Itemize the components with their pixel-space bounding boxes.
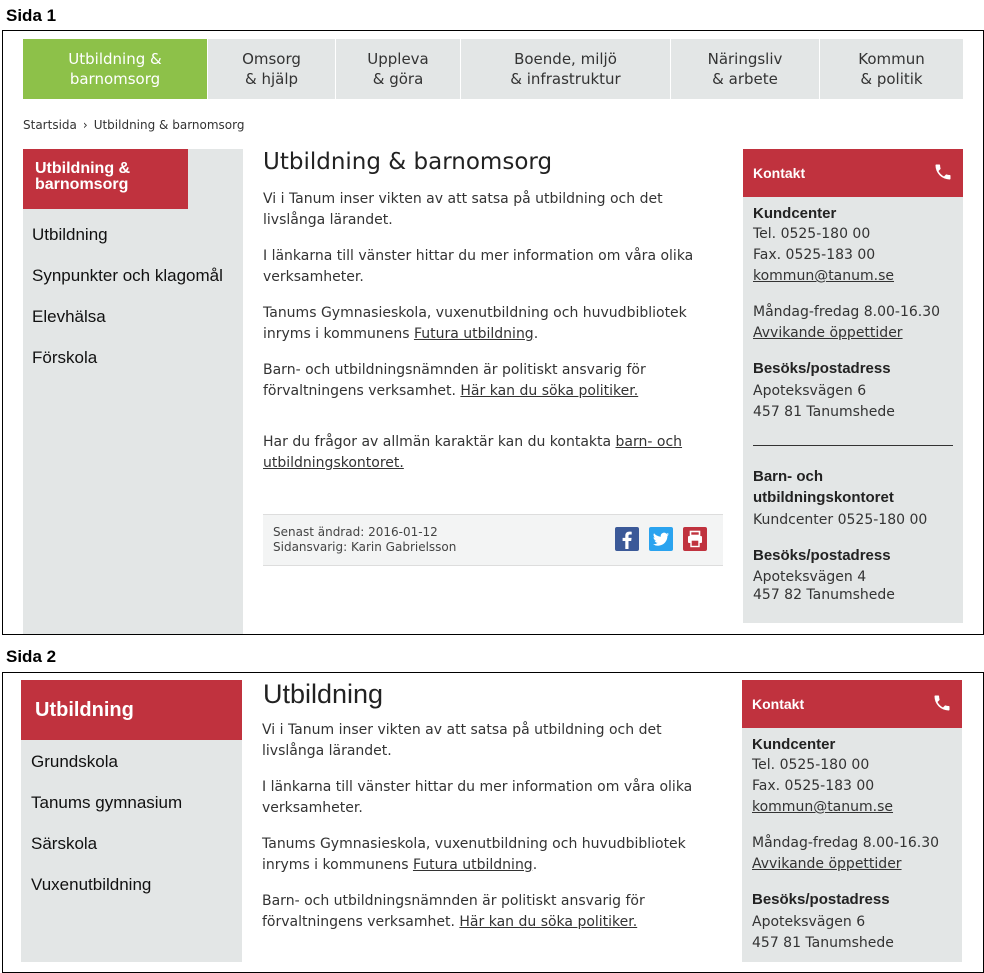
contact-paragraph: Har du frågor av allmän karaktär kan du kontakta barn- och utbildningskontoret.: [263, 434, 683, 471]
contact-header: [743, 149, 963, 197]
deviating-hours-link-2[interactable]: Avvikande öppettider: [752, 856, 902, 872]
contact-center-title: Kundcenter: [753, 205, 837, 222]
facebook-icon[interactable]: [615, 527, 639, 551]
page-responsible: Sidansvarig: Karin Gabrielsson: [273, 540, 457, 554]
intro-paragraph-2: Vi i Tanum inser vikten av att satsa på utbildning och det livslånga lärandet.: [262, 722, 662, 759]
futura-paragraph: Tanums Gymnasieskola, vuxenutbildning och huvudbibliotek inryms i kommunens Futura utbildning.: [263, 305, 687, 342]
deviating-hours-link[interactable]: Avvikande öppettider: [753, 325, 903, 341]
links-paragraph-2: I länkarna till vänster hittar du mer information om våra olika verksamheter.: [262, 779, 693, 816]
futura-link[interactable]: Futura utbildning: [413, 326, 534, 342]
page-frame-1: [2, 30, 984, 635]
breadcrumb-separator: ›: [82, 118, 88, 132]
office-address-title: Besöks/postadress: [753, 547, 891, 564]
futura-paragraph-2: Tanums Gymnasieskola, vuxenutbildning och huvudbibliotek inryms i kommunens Futura utbildning.: [262, 836, 686, 873]
page-frame-2: [2, 672, 984, 973]
last-updated: Senast ändrad: 2016-01-12: [273, 525, 438, 539]
futura-link-2[interactable]: Futura utbildning: [412, 857, 533, 873]
politics-paragraph-2: Barn- och utbildningsnämnden är politiskt ansvarig för förvaltningens verksamhet. Här kan du söka politiker.: [262, 893, 645, 930]
office-address-street: Apoteksvägen 4: [753, 569, 867, 585]
contact-panel: [743, 149, 963, 623]
address-title-2: Besöks/postadress: [752, 891, 890, 908]
contact-phone-2: Tel. 0525-180 00: [752, 757, 870, 773]
nav-tab-utbildning[interactable]: Utbildning & barnomsorg: [23, 39, 208, 99]
breadcrumb: [23, 118, 245, 132]
page-label-2: Sida 2: [6, 647, 57, 666]
contact-hours: Måndag-fredag 8.00-16.30: [753, 304, 941, 320]
breadcrumb-home-link[interactable]: Startsida: [23, 118, 77, 132]
politicians-link[interactable]: Här kan du söka politiker.: [460, 383, 639, 399]
sidebar-item-synpunkter[interactable]: Synpunkter och klagomål: [32, 266, 223, 285]
contact-email-link[interactable]: kommun@tanum.se: [753, 268, 895, 284]
politics-paragraph: Barn- och utbildningsnämnden är politiskt ansvarig för förvaltningens verksamhet. Här kan du söka politiker.: [263, 362, 646, 399]
twitter-icon[interactable]: [649, 527, 673, 551]
address-street: Apoteksvägen 6: [753, 383, 867, 399]
contact-phone: Tel. 0525-180 00: [753, 226, 871, 242]
section-sidebar: [23, 149, 243, 635]
nav-tab-boende[interactable]: Boende, miljö & infrastruktur: [461, 39, 671, 99]
print-icon[interactable]: [683, 527, 707, 551]
sidebar-item-forskola[interactable]: Förskola: [32, 348, 98, 367]
address-postal-2: 457 81 Tanumshede: [752, 935, 894, 951]
phone-icon[interactable]: [932, 693, 952, 716]
nav-tab-naringsliv[interactable]: Näringsliv & arbete: [671, 39, 820, 99]
office-address-postal: 457 82 Tanumshede: [753, 587, 895, 603]
sidebar-item-sarskola[interactable]: Särskola: [31, 834, 98, 853]
address-postal: 457 81 Tanumshede: [753, 404, 895, 420]
page-title: Utbildning & barnomsorg: [263, 149, 553, 175]
intro-paragraph: Vi i Tanum inser vikten av att satsa på utbildning och det livslånga lärandet.: [263, 191, 663, 228]
contact-fax: Fax. 0525-183 00: [753, 247, 876, 263]
contact-divider: [753, 445, 953, 446]
contact-heading-2: Kontakt: [752, 696, 805, 712]
sidebar-item-utbildning[interactable]: Utbildning: [32, 225, 108, 244]
page-meta: [263, 514, 723, 566]
phone-icon[interactable]: [933, 162, 953, 185]
links-paragraph: I länkarna till vänster hittar du mer information om våra olika verksamheter.: [263, 248, 694, 285]
office-link[interactable]: barn- och utbildningskontoret.: [263, 434, 683, 471]
sidebar-item-grundskola[interactable]: Grundskola: [31, 752, 118, 771]
nav-tab-kommun[interactable]: Kommun & politik: [820, 39, 963, 99]
page-title-2: Utbildning: [263, 679, 384, 709]
contact-panel-2: [742, 680, 962, 962]
sidebar-item-tanums-gymnasium[interactable]: Tanums gymnasium: [31, 793, 183, 812]
contact-email-link-2[interactable]: kommun@tanum.se: [752, 799, 894, 815]
sidebar-item-vuxenutbildning[interactable]: Vuxenutbildning: [31, 875, 152, 894]
office-title: Barn- och utbildningskontoret: [753, 468, 894, 506]
politicians-link-2[interactable]: Här kan du söka politiker.: [459, 914, 638, 930]
section-sidebar-2: [21, 680, 242, 962]
sidebar-heading[interactable]: Utbildning & barnomsorg: [23, 149, 188, 209]
nav-tab-omsorg[interactable]: Omsorg & hjälp: [208, 39, 336, 99]
breadcrumb-current: Utbildning & barnomsorg: [93, 118, 245, 132]
page-label-1: Sida 1: [6, 6, 57, 25]
contact-hours-2: Måndag-fredag 8.00-16.30: [752, 835, 940, 851]
office-phone: Kundcenter 0525-180 00: [753, 512, 928, 528]
contact-center-title-2: Kundcenter: [752, 736, 836, 753]
contact-fax-2: Fax. 0525-183 00: [752, 778, 875, 794]
contact-header-2: [742, 680, 962, 728]
top-navigation: [23, 39, 963, 99]
address-street-2: Apoteksvägen 6: [752, 914, 866, 930]
nav-tab-uppleva[interactable]: Uppleva & göra: [336, 39, 461, 99]
contact-heading: Kontakt: [753, 165, 806, 181]
sidebar-heading-2[interactable]: Utbildning: [21, 680, 242, 740]
address-title: Besöks/postadress: [753, 360, 891, 377]
sidebar-item-elevhalsa[interactable]: Elevhälsa: [32, 307, 106, 326]
